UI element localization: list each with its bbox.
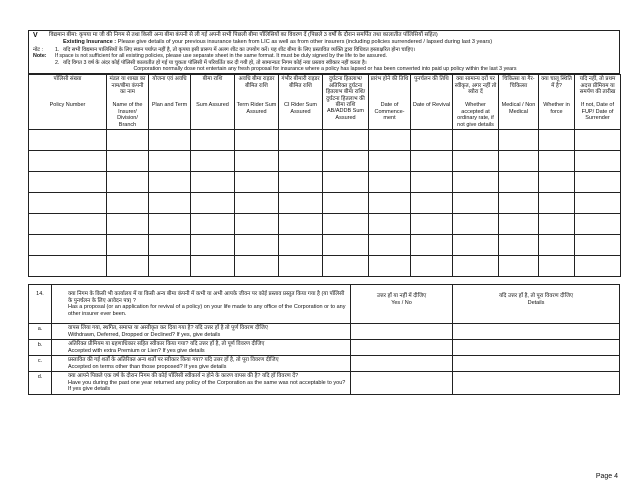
details-cell[interactable] <box>453 324 620 340</box>
policy-entry-cell[interactable] <box>575 214 621 235</box>
policy-entry-cell[interactable] <box>369 235 411 256</box>
policy-entry-cell[interactable] <box>539 214 575 235</box>
details-header-english: Details <box>527 299 545 306</box>
policy-entry-cell[interactable] <box>411 214 453 235</box>
policy-entry-cell[interactable] <box>411 151 453 172</box>
policy-entry-cell[interactable] <box>29 256 107 277</box>
table-header-row <box>29 75 621 130</box>
policy-entry-cell[interactable] <box>191 172 235 193</box>
policy-entry-cell[interactable] <box>235 235 279 256</box>
policy-entry-cell[interactable] <box>107 130 149 151</box>
column-header <box>323 75 369 130</box>
details-header-hindi: यदि उत्तर हाँ है, तो पूरा विवरण दीजिए <box>498 293 574 299</box>
policy-entry-cell[interactable] <box>107 214 149 235</box>
question-14-number: 14. <box>29 285 52 324</box>
policy-entry-cell[interactable] <box>107 193 149 214</box>
policy-entry-cell[interactable] <box>499 256 539 277</box>
policy-entry-cell[interactable] <box>191 256 235 277</box>
note-1-hindi: यदि सभी विद्यमान पालिसियों के लिए स्थान पर्याप्त नहीं है, तो कृपया इसी प्रारूप में अलग शीट का उपयोग करें। यह शीट बीमा के लिए प्रस्तावित व्यक्ति द्वारा विधिवत हस्ताक्षरित होना चाहिए। <box>63 47 416 54</box>
column-header-hindi: यदि नहीं, तो प्रथम अदत्त प्रीमियम या समर्पण की तारीख <box>579 76 616 96</box>
column-header <box>279 75 323 130</box>
sub-question-english: Accepted on terms other than those proposed? If yes give details <box>68 363 227 370</box>
policy-entry-cell[interactable] <box>369 214 411 235</box>
policy-entry-cell[interactable] <box>575 256 621 277</box>
column-header-hindi: पुनर्चलन की तिथि <box>414 76 449 83</box>
column-header <box>29 75 107 130</box>
column-header-hindi: क्या चालू स्थिति में है? <box>541 76 572 89</box>
policy-entry-cell[interactable] <box>29 235 107 256</box>
column-header-english: Whether accepted at ordinary rate, if not give details <box>457 102 494 128</box>
column-header <box>107 75 149 130</box>
policy-entry-cell[interactable] <box>29 214 107 235</box>
policy-entry-cell[interactable] <box>279 235 323 256</box>
policy-entry-cell[interactable] <box>235 172 279 193</box>
column-header <box>369 75 411 130</box>
policy-entry-cell[interactable] <box>539 172 575 193</box>
sub-question-letter: c. <box>29 356 52 372</box>
proposal-history-table <box>28 284 620 395</box>
column-header <box>453 75 499 130</box>
policy-entry-cell[interactable] <box>149 151 191 172</box>
notes-block <box>29 46 619 73</box>
policy-entry-cell[interactable] <box>191 151 235 172</box>
policy-entry-cell[interactable] <box>149 130 191 151</box>
policy-entry-cell[interactable] <box>411 256 453 277</box>
policy-entry-cell[interactable] <box>323 151 369 172</box>
answer-cell[interactable] <box>351 324 453 340</box>
note-2-english: Corporation normally dose not entertain any fresh proposal for insurance where a policy has lapsed or has been converted into paid up policy within the last 3 years <box>133 66 517 73</box>
policy-entry-cell[interactable] <box>149 214 191 235</box>
policy-entry-cell[interactable] <box>235 214 279 235</box>
form-page <box>28 30 620 395</box>
column-header-hindi: क्या सामान्य दरों पर स्वीकृत, अगर नहीं तो ब्यौरा दें <box>454 76 497 96</box>
policy-entry-cell[interactable] <box>575 130 621 151</box>
policy-entry-cell[interactable] <box>279 151 323 172</box>
column-header-hindi: मंडल या शाखा का नाम/बीमा कंपनी का नाम <box>109 76 146 96</box>
policy-entry-cell[interactable] <box>539 130 575 151</box>
policy-entry-cell[interactable] <box>453 130 499 151</box>
existing-insurance-section <box>28 30 620 74</box>
column-header-hindi: पॉलिसी संख्या <box>53 76 82 83</box>
policy-entry-cell[interactable] <box>539 151 575 172</box>
policy-entry-cell[interactable] <box>191 130 235 151</box>
policy-entry-cell[interactable] <box>411 130 453 151</box>
details-cell[interactable] <box>453 356 620 372</box>
policy-entry-cell[interactable] <box>323 235 369 256</box>
column-header-hindi: गंभीर बीमारी राइडर बीमित राशि <box>281 76 320 89</box>
sub-question-letter: d. <box>29 372 52 395</box>
policy-entry-cell[interactable] <box>149 193 191 214</box>
policy-entry-cell[interactable] <box>323 130 369 151</box>
sub-question-hindi: प्रस्तावित की गई शर्तों के अतिरिक्त अन्य शर्तों पर स्वीकार किया गया? यदि उत्तर हाँ है, तो पूरा विवरण दीजिए <box>68 357 279 363</box>
note-2-hindi: यदि विगत 3 वर्ष के अंदर कोई पॉलिसी कालातीत हो गई या चुकता पॉलिसी में परिवर्तित कर दी गयी हो, तो सामान्यतः निगम कोई नया प्रस्ताव स्वीकार नहीं करता है। <box>63 59 367 66</box>
policy-entry-cell[interactable] <box>369 151 411 172</box>
column-header-hindi: प्रारंभ होने की तिथि <box>370 76 409 83</box>
policy-entry-cell[interactable] <box>575 151 621 172</box>
column-header-hindi: दुर्घटना हितलाभ/ अतिरिक्त दुर्घटना हितलाभ बीमा राशि/ दुर्घटना हितलाभ की बीमा राशि <box>325 76 366 108</box>
column-header-english: Whether in force <box>543 102 570 115</box>
sub-question-english: Have you during the past one year returned any policy of the Corporation as the same was not acceptable to you? If yes give details <box>68 379 346 392</box>
policy-entry-cell[interactable] <box>279 256 323 277</box>
column-header-english: Name of the Insurer/ Division/ Branch <box>112 102 143 128</box>
policy-entry-row <box>29 130 621 151</box>
column-header-hindi: चिकित्सा या गैर-चिकित्सा <box>502 76 535 89</box>
policy-entry-cell[interactable] <box>369 193 411 214</box>
policy-entry-cell[interactable] <box>499 172 539 193</box>
policy-entry-cell[interactable] <box>453 151 499 172</box>
policy-entry-cell[interactable] <box>29 130 107 151</box>
note-label-hindi: नोट : <box>33 47 43 54</box>
policy-entry-cell[interactable] <box>411 235 453 256</box>
column-header <box>539 75 575 130</box>
section-title-hindi: विद्यमान बीमा: कृपया मा जी की निगम से तथा किसी अन्य बीमा कंपनी से ली गई अपनी सभी पिछली बीमा पॉलिसियों का विवरण दें (पिछले 3 वर्षों के दौरान समर्पित तथा कालातीत पॉलिसियों सहित) <box>49 32 438 38</box>
section-letter: V <box>33 32 38 39</box>
policy-entry-cell[interactable] <box>539 256 575 277</box>
policy-entry-cell[interactable] <box>369 130 411 151</box>
column-header-english: Date of Revival <box>412 102 451 109</box>
policy-entry-cell[interactable] <box>191 235 235 256</box>
answer-cell[interactable] <box>351 340 453 356</box>
note-1-english: If space is not sufficient for all existing policies, please use separate sheet in the same format. It must be duly signed by the life to be assured. <box>55 53 388 60</box>
column-header-english: Policy Number <box>49 102 86 109</box>
policy-entry-cell[interactable] <box>279 130 323 151</box>
note-1-number: 1. <box>55 47 60 54</box>
column-header-english: Sum Assured <box>196 102 229 109</box>
policy-entry-cell[interactable] <box>191 193 235 214</box>
sub-question-hindi: वापस लिया गया, स्थगित, समाप्त या अस्वीकृत कर दिया गया है? यदि उत्तर हाँ है तो पूर्ण विवरण दीजिए <box>68 325 268 331</box>
sub-question-letter: b. <box>29 340 52 356</box>
column-header <box>149 75 191 130</box>
policy-entry-row <box>29 256 621 277</box>
policy-entry-cell[interactable] <box>29 172 107 193</box>
policy-entry-row <box>29 151 621 172</box>
policy-entry-row <box>29 235 621 256</box>
note-label-english: Note: <box>33 53 47 60</box>
column-header-english: Term Rider Sum Assured <box>236 102 277 115</box>
policy-entry-row <box>29 172 621 193</box>
column-header-hindi: बीमा राशि <box>202 76 223 83</box>
sub-question-letter: a. <box>29 324 52 340</box>
page-number: Page 4 <box>595 473 618 480</box>
sub-question-hindi: अतिरिक्त प्रीमियम या ग्रहणाधिकार सहित स्वीकार किया गया? यदि उत्तर हाँ है, तो पूर्ण विवरण दीजिए <box>68 341 265 347</box>
policy-entry-cell[interactable] <box>29 193 107 214</box>
details-cell[interactable] <box>453 340 620 356</box>
details-cell[interactable] <box>453 372 620 395</box>
column-header-english: CI Rider Sum Assured <box>283 102 317 115</box>
section-title-english: Existing Insurance : <box>63 38 117 45</box>
column-header <box>575 75 621 130</box>
column-header <box>499 75 539 130</box>
column-header-hindi: अवधि बीमा राइडर बीमित राशि <box>238 76 275 89</box>
policy-entry-cell[interactable] <box>235 256 279 277</box>
policy-entry-cell[interactable] <box>411 193 453 214</box>
policy-entry-cell[interactable] <box>499 151 539 172</box>
policy-entry-cell[interactable] <box>323 256 369 277</box>
policy-entry-cell[interactable] <box>453 193 499 214</box>
answer-header-hindi: उत्तर हाँ या नहीं में दीजिए <box>376 293 427 299</box>
policy-entry-cell[interactable] <box>235 130 279 151</box>
policy-entry-cell[interactable] <box>149 172 191 193</box>
sub-question-row <box>29 356 620 372</box>
column-header-english: If not, Date of FUP/ Date of Surrender <box>580 102 615 122</box>
policy-entry-cell[interactable] <box>149 235 191 256</box>
policy-entry-row <box>29 193 621 214</box>
policy-entry-cell[interactable] <box>453 235 499 256</box>
policy-entry-cell[interactable] <box>499 193 539 214</box>
policy-entry-cell[interactable] <box>279 172 323 193</box>
policy-entry-cell[interactable] <box>575 235 621 256</box>
column-header-english: AB/ADDB Sum Assured <box>327 108 364 121</box>
sub-question-english: Withdrawn, Deferred, Dropped or Declined? If yes, give details <box>68 331 221 338</box>
policy-entry-cell[interactable] <box>453 214 499 235</box>
policy-entry-cell[interactable] <box>499 130 539 151</box>
policy-entry-cell[interactable] <box>369 172 411 193</box>
note-2-number: 2. <box>55 59 60 66</box>
policy-entry-cell[interactable] <box>411 172 453 193</box>
policy-entry-cell[interactable] <box>369 256 411 277</box>
column-header-english: Plan and Term <box>151 102 188 109</box>
sub-question-row <box>29 340 620 356</box>
policy-entry-row <box>29 214 621 235</box>
sub-question-row <box>29 324 620 340</box>
policy-entry-cell[interactable] <box>499 235 539 256</box>
policy-entry-cell[interactable] <box>191 214 235 235</box>
existing-policies-table <box>28 74 621 277</box>
policy-entry-cell[interactable] <box>539 193 575 214</box>
question-14-english: Has a proposal (or an application for revival of a policy) on your life made to any office of the Corporation or to any other insurer ever been. <box>68 304 346 317</box>
column-header-english: Date of Commence-ment <box>374 102 405 122</box>
policy-entry-cell[interactable] <box>323 214 369 235</box>
column-header <box>191 75 235 130</box>
column-header-hindi: योजना एवं अवधि <box>152 76 187 83</box>
policy-entry-cell[interactable] <box>539 235 575 256</box>
policy-entry-cell[interactable] <box>575 172 621 193</box>
policy-entry-cell[interactable] <box>235 151 279 172</box>
policy-entry-cell[interactable] <box>29 151 107 172</box>
sub-question-hindi: क्या आपने पिछले एक वर्ष के दौरान निगम की कोई पॉलिसी स्वीकार्य न होने के कारण वापस की है? यदि हाँ विवरण दें? <box>68 373 299 379</box>
policy-entry-cell[interactable] <box>149 256 191 277</box>
policy-entry-cell[interactable] <box>107 151 149 172</box>
policy-entry-cell[interactable] <box>453 172 499 193</box>
policy-entry-cell[interactable] <box>323 193 369 214</box>
section-description: Please give details of your previous insurance taken from LIC as well as from other insurers (including policies surrendered / lapsed during last 3 years) <box>117 38 493 45</box>
policy-entry-cell[interactable] <box>323 172 369 193</box>
policy-entry-cell[interactable] <box>107 256 149 277</box>
answer-cell[interactable] <box>351 372 453 395</box>
policy-entry-cell[interactable] <box>107 172 149 193</box>
question-14-row <box>29 285 620 324</box>
policy-entry-cell[interactable] <box>499 214 539 235</box>
policy-entry-cell[interactable] <box>453 256 499 277</box>
sub-question-english: Accepted with extra Premium or Lien? If yes give details <box>68 347 205 354</box>
sub-question-row <box>29 372 620 395</box>
column-header <box>411 75 453 130</box>
policy-entry-cell[interactable] <box>107 235 149 256</box>
column-header <box>235 75 279 130</box>
policy-entry-cell[interactable] <box>279 193 323 214</box>
question-14-hindi: क्या निगम के किसी भी कार्यालय में या किसी अन्य बीमा कंपनी में कभी या अभी आपके जीवन पर कोई प्रस्ताव प्रस्तुत किया गया है (या पॉलिसी के पुनर्चलन के लिए आवेदन पत्र) ? <box>68 291 345 304</box>
policy-entry-cell[interactable] <box>575 193 621 214</box>
column-header-english: Medical / Non Medical <box>501 102 536 115</box>
answer-cell[interactable] <box>351 356 453 372</box>
policy-entry-cell[interactable] <box>235 193 279 214</box>
policy-entry-cell[interactable] <box>279 214 323 235</box>
answer-header-english: Yes / No <box>391 299 412 306</box>
